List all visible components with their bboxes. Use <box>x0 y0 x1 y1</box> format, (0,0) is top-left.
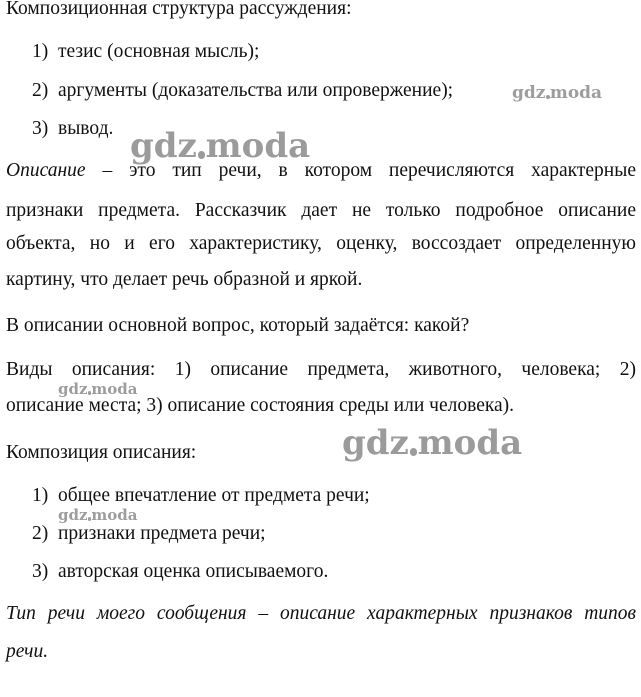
list-item-text: общее впечатление от предмета речи; <box>58 485 370 506</box>
list-item <box>32 484 370 508</box>
watermark: gdz moda <box>512 83 603 103</box>
types-line-1: Виды описания: 1) описание предмета, животного, человека; 2) <box>6 359 636 380</box>
watermark-dot <box>198 151 205 158</box>
watermark: gdz moda <box>58 506 138 524</box>
description-term: Описание <box>6 160 86 181</box>
description-line-4: картину, что делает речь образной и яркой. <box>6 269 363 290</box>
list-item-text: признаки предмета речи; <box>58 523 266 544</box>
list-item <box>32 40 259 64</box>
watermark-dot <box>410 448 417 455</box>
watermark: gdz moda <box>130 126 311 166</box>
list-item <box>32 522 266 546</box>
main-question: В описании основной вопрос, который задаётся: какой? <box>6 315 470 336</box>
description-line-2: признаки предмета. Рассказчик дает не только подробное описание <box>6 200 636 221</box>
list-item-text: вывод. <box>58 118 114 139</box>
list-item-text: аргументы (доказательства или опровержение); <box>58 80 454 101</box>
watermark: gdz moda <box>342 423 523 463</box>
list-item-number: 1) <box>32 41 49 62</box>
heading-composition: Композиция описания: <box>6 442 197 463</box>
list-item-number: 3) <box>32 118 49 139</box>
types-line-2: описание места; 3) описание состояния среды или человека). <box>6 395 515 416</box>
list-item-text: тезис (основная мысль); <box>58 41 260 62</box>
description-text: – это тип речи, в котором перечисляются характерные <box>102 160 636 181</box>
list-item-number: 1) <box>32 485 49 506</box>
description-line-3: объекта, но и его характеристику, оценку, воссоздает определенную <box>6 233 636 254</box>
heading-structure: Композиционная структура рассуждения: <box>6 0 352 19</box>
list-item <box>32 560 328 584</box>
list-item-number: 2) <box>32 80 49 101</box>
conclusion-line-1: Тип речи моего сообщения – описание характерных признаков типов <box>6 603 636 624</box>
list-item <box>32 79 453 103</box>
watermark: gdz moda <box>58 380 138 398</box>
list-item-text: авторская оценка описываемого. <box>58 561 329 582</box>
list-item-number: 2) <box>32 523 49 544</box>
conclusion-line-2: речи. <box>6 641 49 662</box>
description-line-1 <box>6 159 636 183</box>
list-item-number: 3) <box>32 561 49 582</box>
list-item <box>32 117 113 141</box>
